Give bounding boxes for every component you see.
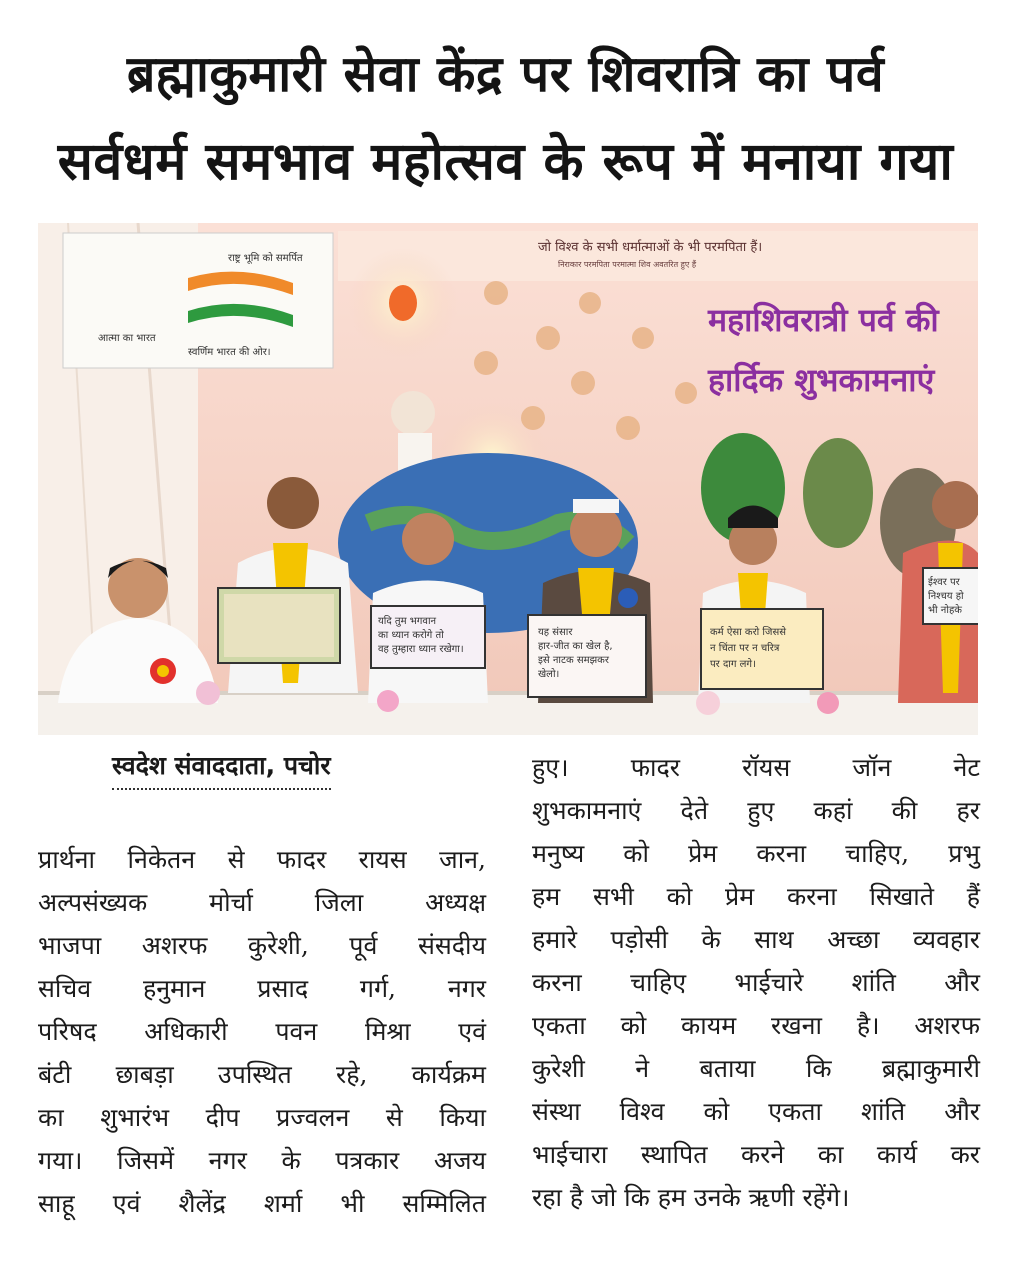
sign-3-line4: खेलो। — [538, 669, 560, 680]
sign-4-line2: न चिंता पर न चरित्र — [710, 643, 780, 654]
sign-4-line1: कर्म ऐसा करो जिससे — [710, 627, 786, 638]
sign-2-line2: का ध्यान करोगे तो — [378, 630, 444, 641]
sign-5-line3: भी नोहके — [928, 605, 962, 616]
paragraph-line: अल्पसंख्यक मोर्चा जिला अध्यक्ष — [38, 888, 486, 917]
greeting-line1: महाशिवरात्री पर्व की — [708, 301, 939, 339]
paragraph-line: सचिव हनुमान प्रसाद गर्ग, नगर — [38, 974, 486, 1003]
paragraph-line: भाईचारा स्थापित करने का कार्य कर — [532, 1140, 980, 1169]
sign-2-line3: वह तुम्हारा ध्यान रखेगा। — [378, 644, 464, 655]
paragraph-line: प्रार्थना निकेतन से फादर रायस जान, — [38, 845, 486, 874]
event-photo — [38, 223, 978, 735]
sign-2-line1: यदि तुम भगवान — [378, 616, 437, 627]
sign-3 — [528, 615, 646, 697]
paragraph-line: परिषद अधिकारी पवन मिश्रा एवं — [38, 1017, 486, 1046]
paragraph-line: संस्था विश्व को एकता शांति और — [532, 1097, 980, 1126]
sign-1 — [218, 588, 340, 663]
paragraph-line: भाजपा अशरफ कुरेशी, पूर्व संसदीय — [38, 931, 486, 960]
byline: स्वदेश संवाददाता, पचोर — [112, 748, 331, 790]
sign-5-line1: ईश्वर पर — [928, 577, 960, 588]
paragraph-line: कुरेशी ने बताया कि ब्रह्माकुमारी — [532, 1054, 980, 1083]
sign-2 — [371, 606, 485, 668]
left-banner-line3: आत्मा का भारत — [98, 333, 156, 344]
left-banner-line1: राष्ट्र भूमि को समर्पित — [228, 253, 303, 264]
paragraph-line: का शुभारंभ दीप प्रज्वलन से किया — [38, 1103, 486, 1132]
sign-5-line2: निश्चय हो — [928, 591, 964, 602]
top-banner-line1: जो विश्व के सभी धर्मात्माओं के भी परमपिता हैं। — [538, 240, 763, 255]
headline-line-1: ब्रह्माकुमारी सेवा केंद्र पर शिवरात्रि का पर्व — [126, 45, 885, 103]
paragraph-line: हम सभी को प्रेम करना सिखाते हैं — [532, 882, 980, 911]
paragraph-line: मनुष्य को प्रेम करना चाहिए, प्रभु — [532, 839, 980, 868]
sign-3-line3: इसे नाटक समझकर — [538, 655, 609, 666]
sign-4 — [701, 609, 823, 689]
sign-3-line2: हार-जीत का खेल है, — [538, 641, 613, 652]
article-column-left — [38, 838, 486, 1225]
paragraph-line: शुभकामनाएं देते हुए कहां की हर — [532, 796, 980, 825]
left-banner — [63, 233, 333, 368]
paragraph-line: हुए। फादर रॉयस जॉन नेट — [532, 753, 980, 782]
sign-3-line1: यह संसार — [538, 627, 573, 638]
paragraph-line: गया। जिसमें नगर के पत्रकार अजय — [38, 1146, 486, 1175]
greeting-line2: हार्दिक शुभकामनाएं — [708, 361, 935, 399]
article-column-right — [532, 746, 980, 1219]
paragraph-line: हमारे पड़ोसी के साथ अच्छा व्यवहार — [532, 925, 980, 954]
paragraph-line: एकता को कायम रखना है। अशरफ — [532, 1011, 980, 1040]
headline-line-2: सर्वधर्म समभाव महोत्सव के रूप में मनाया गया — [57, 132, 954, 192]
sign-4-line3: पर दाग लगे। — [710, 659, 756, 670]
paragraph-line: साहू एवं शैलेंद्र शर्मा भी सम्मिलित — [38, 1189, 486, 1218]
top-banner-line2: निराकार परमपिता परमात्मा शिव अवतरित हुए हैं — [558, 260, 697, 269]
paragraph-line: बंटी छाबड़ा उपस्थित रहे, कार्यक्रम — [38, 1060, 486, 1089]
left-banner-line2: स्वर्णिम भारत की ओर। — [188, 347, 271, 358]
paragraph-line: रहा है जो कि हम उनके ऋणी रहेंगे। — [532, 1183, 850, 1212]
sign-5 — [923, 568, 978, 624]
paragraph-line: करना चाहिए भाईचारे शांति और — [532, 968, 980, 997]
